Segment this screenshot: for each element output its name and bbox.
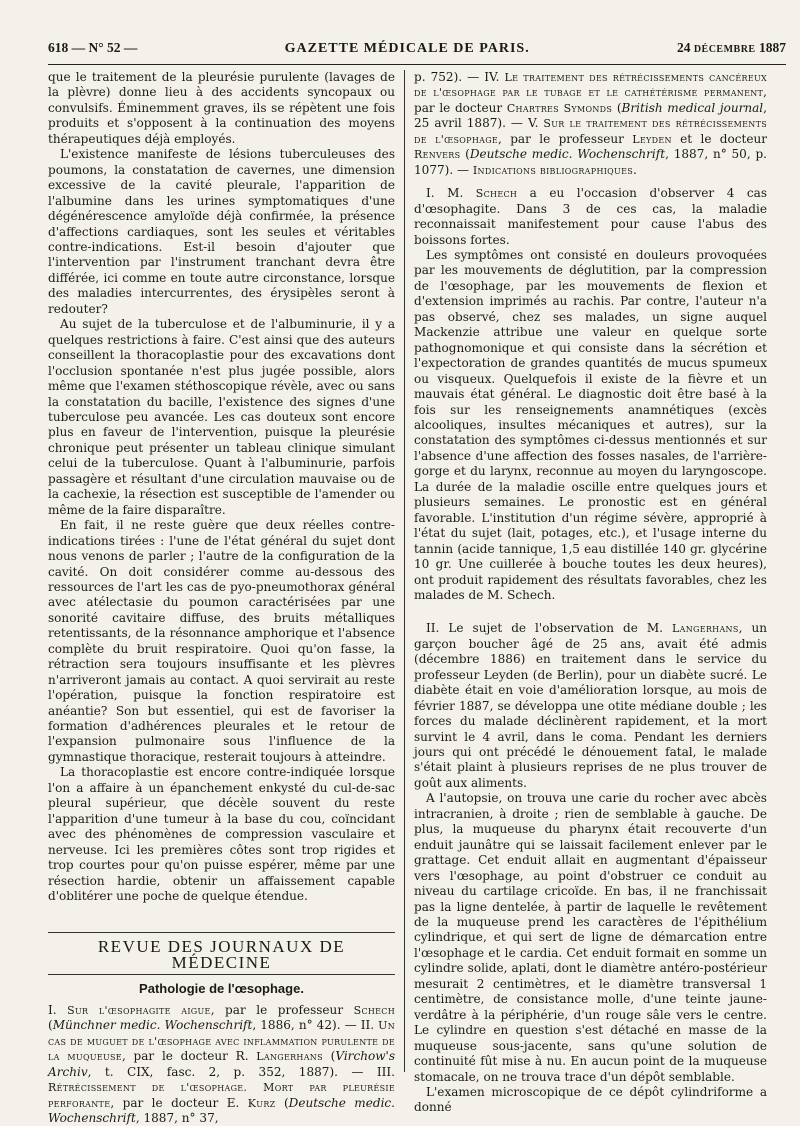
- issue-date: 24 DÉCEMBRE 1887: [676, 40, 786, 55]
- page-header: [48, 40, 786, 65]
- right-column: [414, 70, 768, 1115]
- left-column: [48, 70, 396, 1125]
- text-columns: [48, 70, 786, 1125]
- paragraph: L'examen microscopique de ce dépôt cylindriforme a donné: [414, 1085, 767, 1115]
- paragraph: Au sujet de la tuberculose et de l'albuminurie, il y a quelques restrictions à faire. C'est ainsi que des auteurs conseillent la thoracoplastie pour des excavations dont l'occlusion spontanée n'est plus jugée possible, alors même que l'examen stéthoscopique révèle, avec ou sans la constatation du bacille, l'existence des signes d'une tuberculose peu avancée. Les cas douteux sont encore plus en faveur de l'intervention, puisque la pleurésie chronique peut présenter un tableau clinique simulant celui de la tuberculose. Quant à l'albuminurie, parfois passagère et résultant d'une circulation mauvaise ou de la cachexie, la résection est susceptible de l'amender ou même de la faire disparaître.: [48, 317, 395, 517]
- references-paragraph: I. Sur l'œsophagite aigue, par le professeur Schech (Münchner medic. Wochenschrift, 1886, n° 42). — II. Un cas de muguet de l'œsophage avec inflammation purulente de la muqueuse, par le docteur R. Langerhans (Virchow's Archiv, t. CIX, fasc. 2, p. 352, 1887). — III. Rétrécissement de l'œsophage. Mort par pleurésie perforante, par le docteur E. Kurz (Deutsche medic. Wochenschrift, 1887, n° 37,: [48, 1002, 396, 1125]
- page-number: 618 — N° 52 —: [48, 40, 138, 55]
- paragraph: La thoracoplastie est encore contre-indiquée lorsque l'on a affaire à un épanchement enkysté du cul-de-sac pleural supérieur, que décèle souvent du reste l'apparition d'une tumeur à la base du cou, coïncidant avec des phénomènes de compression vasculaire et nerveuse. Ici les premières côtes sont trop rigides et trop courtes pour qu'on puisse espérer, même par une résection hardie, obtenir un affaissement capable d'oblitérer une poche de quelque étendue.: [48, 765, 395, 904]
- references-continued: p. 752). — IV. Le traitement des rétrécissements cancéreux de l'œsophage par le tubage et le cathétérisme permanent, par le docteur Chartres Symonds (British medical journal, 25 avril 1887). — V. Sur le traitement des rétrécissements de l'œsophage, par le professeur Leyden et le docteur Renvers (Deutsche medic. Wochenschrift, 1887, n° 50, p. 1077). — Indications bibliographiques.: [414, 70, 768, 177]
- paragraph: II. Le sujet de l'observation de M. Langerhans, un garçon boucher âgé de 25 ans, avait été admis (décembre 1886) en traitement dans le service du professeur Leyden (de Berlin), pour un diabète sucré. Le diabète était en voie d'amélioration lorsque, au mois de février 1887, se développa une otite médiane double ; les forces du malade déclinèrent rapidement, et la mort survint le 4 avril, dans le coma. Pendant les derniers jours qui ont précédé le dénouement fatal, le malade s'était plaint à plusieurs reprises de ne plus trouver de goût aux aliments.: [414, 621, 767, 790]
- column-divider: [404, 70, 405, 1072]
- section-subtitle: Pathologie de l'œsophage.: [139, 981, 304, 997]
- paragraph: L'existence manifeste de lésions tuberculeuses des poumons, la constatation de cavernes, une dimension excessive de la cavité pleurale, l'apparition de l'albumine dans les urines symptomatiques d'une dégénérescence amyloïde déjà confirmée, la présence d'affections cardiaques, sont les seules et véritables contre-indications. Est-il besoin d'ajouter que l'intervention par l'instrument tranchant devra être différée, ici comme en toute autre circonstance, lorsque des maladies intercurrentes, des érysipèles seront à redouter?: [48, 147, 395, 316]
- paragraph: A l'autopsie, on trouva une carie du rocher avec abcès intracranien, à droite ; rien de semblable à gauche. De plus, la muqueuse du pharynx était recouverte d'un enduit jaunâtre qui se laissait facilement enlever par le grattage. Cet enduit allait en augmentant d'épaisseur vers l'œsophage, au point d'obstruer ce conduit au niveau du cartilage cricoïde. En bas, il ne franchissait pas la ligne dentelée, à partir de laquelle le revêtement de la muqueuse prend les caractères de l'épithélium cylindrique, et qui sert de ligne de démarcation entre l'œsophage et le cardia. Cet enduit formait en somme un cylindre solide, aplati, dont le diamètre antéro-postérieur mesurait 2 centimètres, et le diamètre transversal 1 centimètre, de consistance molle, d'une teinte jaune-verdâtre à la périphérie, d'un rouge sâle vers le centre. Le cylindre en question s'est détaché en masse de la muqueuse sous-jacente, sans qu'une solution de continuité fût mise à nu. En aucun point de la muqueuse stomacale, on ne trouva trace d'un dépôt semblable.: [414, 791, 767, 1084]
- paragraph: I. M. Schech a eu l'occasion d'observer 4 cas d'œsophagite. Dans 3 de ces cas, la maladie reconnaissait manifestement pour cause l'abus des boissons fortes.: [414, 186, 768, 247]
- paragraph: que le traitement de la pleurésie purulente (lavages de la plèvre) donne lieu à des accidents syncopaux ou convulsifs. Éminemment graves, ils se répètent une fois produits et s'opposent à la continuation des moyens thérapeutiques déjà employés.: [48, 70, 395, 146]
- journal-title: GAZETTE MÉDICALE DE PARIS.: [284, 41, 530, 56]
- paragraph: Les symptômes ont consisté en douleurs provoquées par les mouvements de déglutition, par la compression de l'œsophage, par les mouvements de flexion et d'extension imprimés au rachis. Par contre, l'auteur n'a pas observé, chez ses malades, un signe auquel Mackenzie attribue une valeur en quelque sorte pathognomonique et qui consiste dans la sécrétion et l'expectoration de grandes quantités de mucus spumeux ou visqueux. Quelquefois il existe de la fièvre et un mauvais état général. Le diagnostic doit être basé à la fois sur les renseignements anamnétiques (excès alcooliques, insultes mécaniques et autres), sur la constatation des symptômes ci-dessus mentionnés et sur l'absence d'une affection des fosses nasales, de l'arrière-gorge et du larynx, reconnue au moyen du laryngoscope. La durée de la maladie oscille entre quelques jours et plusieurs semaines. Le pronostic est en général favorable. L'institution d'un régime sévère, approprié à l'état du sujet (lait, potages, etc.), et l'usage interne du tannin (acide tannique, 1,5 eau distillée 140 gr. glycérine 10 gr. Une cuillerée à bouche toutes les deux heures), ont produit rapidement des résultats favorables, chez les malades de M. Schech.: [414, 247, 767, 602]
- paragraph: En fait, il ne reste guère que deux réelles contre-indications tirées : l'une de l'état général du sujet dont nous venons de parler ; l'autre de la configuration de la cavité. On doit considérer comme au-dessous des ressources de l'art les cas de pyo-pneumothorax général avec atélectasie du poumon caractérisées par une sonorité cavitaire diffuse, des bruits métalliques retentissants, de la résonnance amphorique et l'absence complète du bruit respiratoire. Quoi qu'on fasse, la rétraction sera toujours insuffisante et les plèvres n'arriveront jamais au contact. A quoi servirait au reste l'opération, puisque la fonction respiratoire est anéantie? Son but essentiel, qui est de favoriser la formation d'adhérences pleurales et le retour de l'expansion pulmonaire sous l'influence de la gymnastique thoracique, resterait toujours à atteindre.: [48, 518, 395, 764]
- section-title: REVUE DES JOURNAUX DE MÉDECINE: [48, 932, 395, 975]
